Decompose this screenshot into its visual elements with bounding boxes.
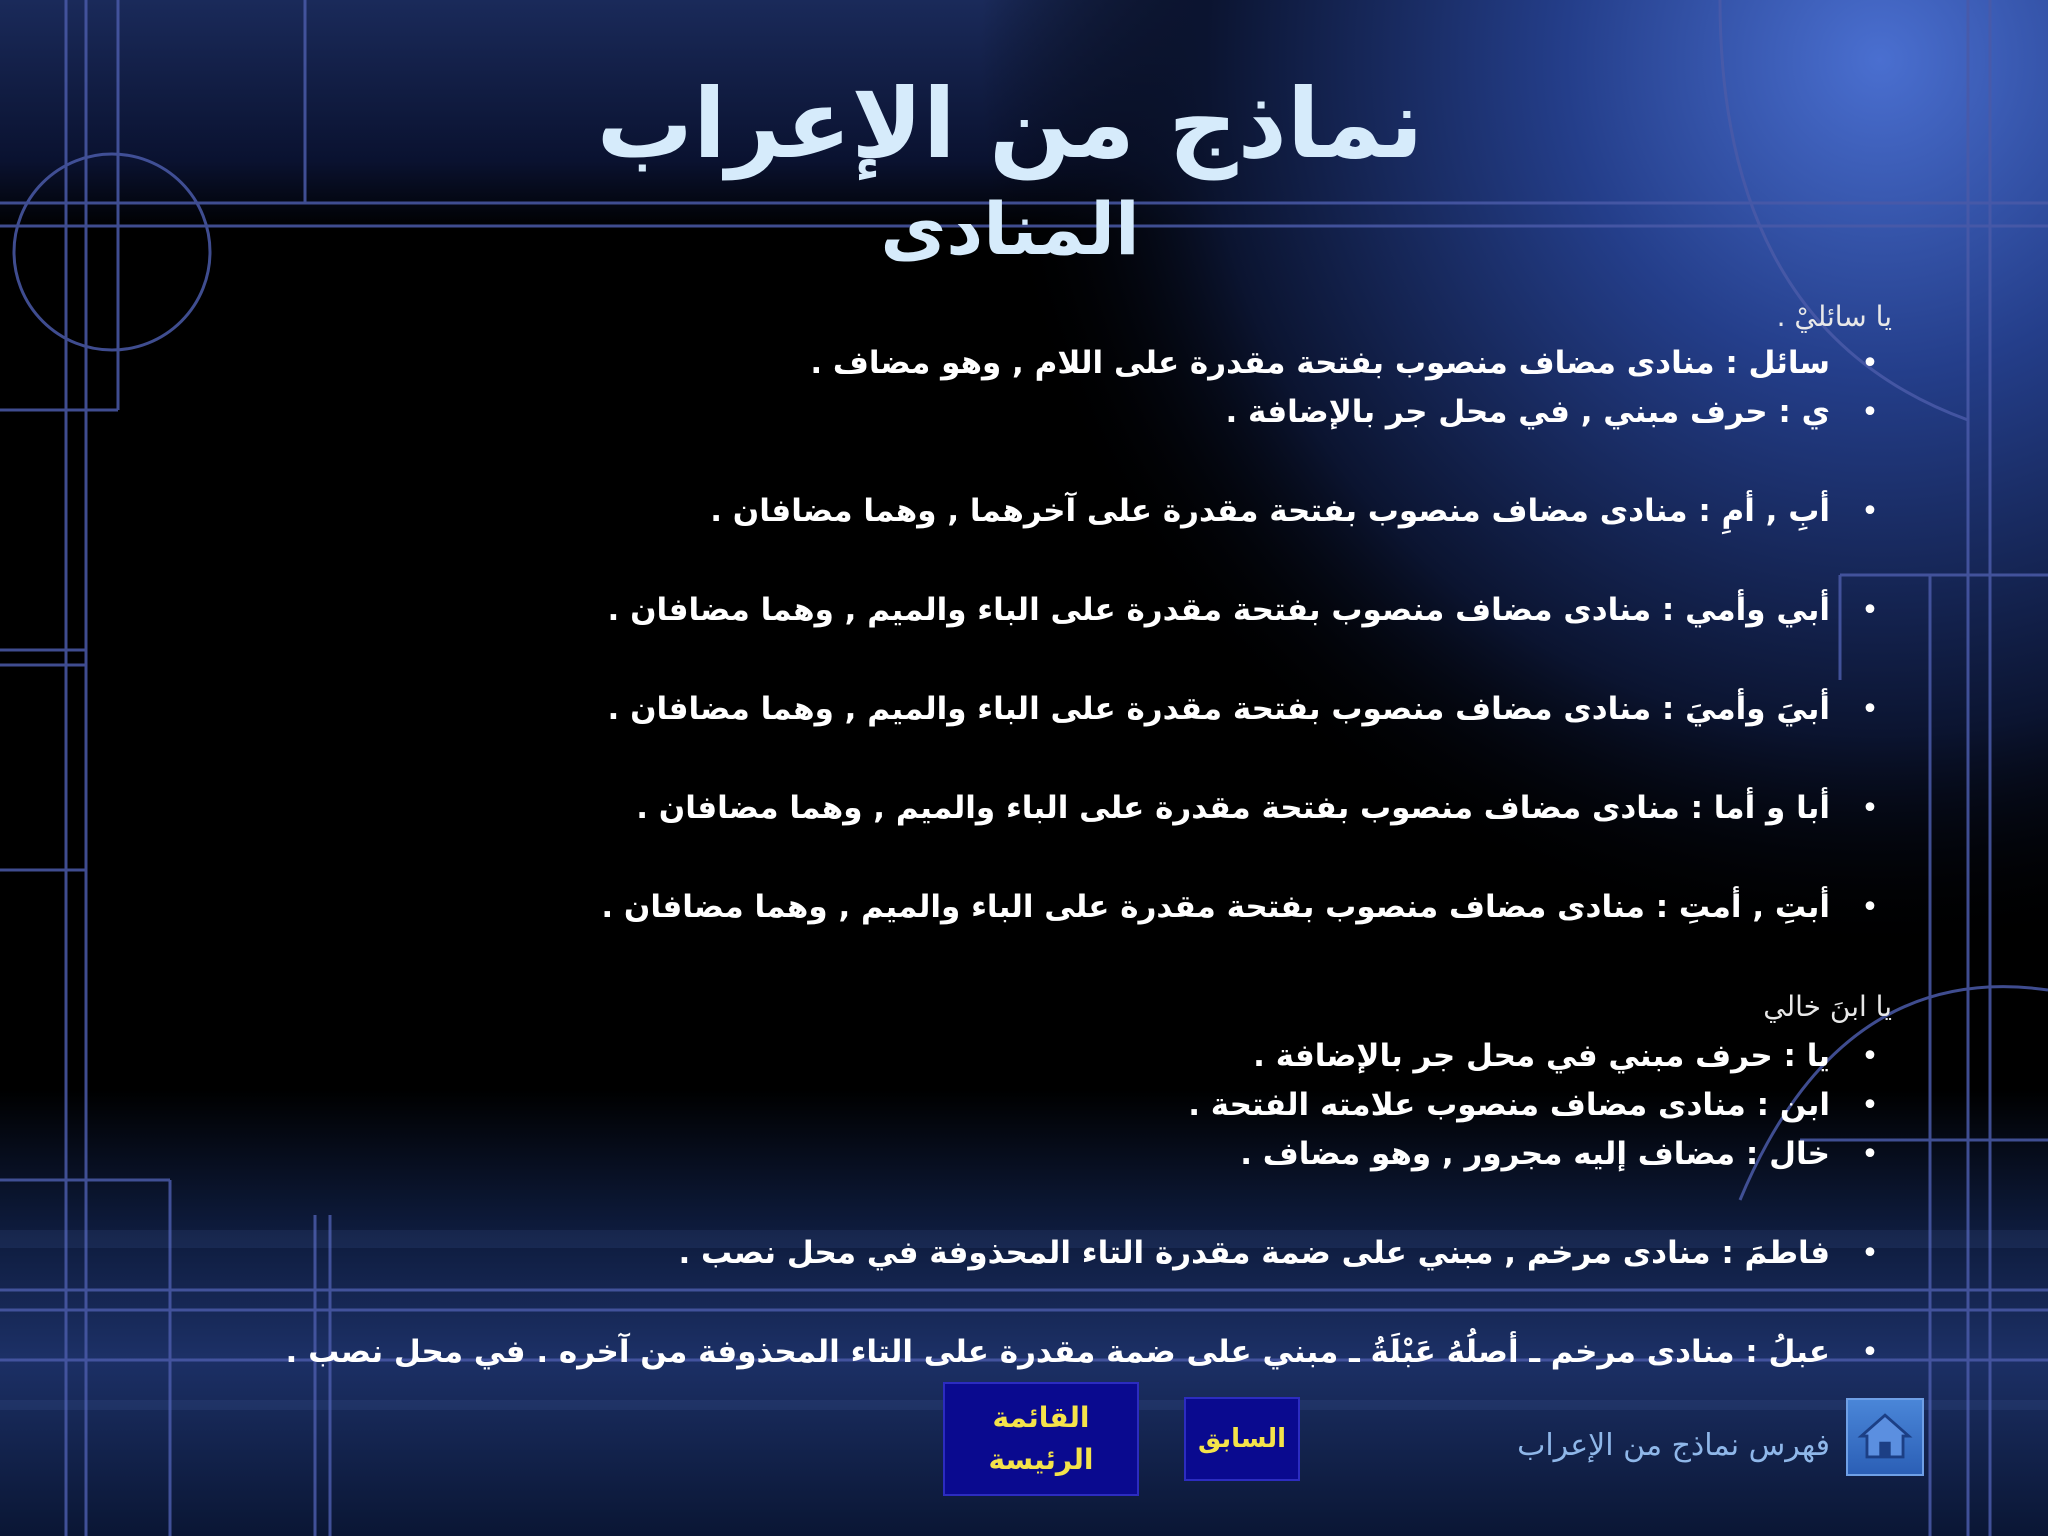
- bullet-icon: •: [1861, 1335, 1879, 1370]
- home-icon: [1848, 1400, 1922, 1474]
- bullet-icon: •: [1861, 1236, 1879, 1271]
- list-item: • خال : مضاف إليه مجرور , وهو مضاف .: [1240, 1136, 1892, 1172]
- list-item: • سائل : منادى مضاف منصوب بفتحة مقدرة على اللام , وهو مضاف .: [810, 345, 1892, 381]
- bullet-icon: •: [1861, 890, 1879, 925]
- slide-title: نماذج من الإعراب: [596, 68, 1424, 180]
- index-link[interactable]: فهرس نماذج من الإعراب: [1517, 1428, 1830, 1463]
- bullet-icon: •: [1861, 593, 1879, 628]
- bullet-icon: •: [1861, 1039, 1879, 1074]
- bullet-icon: •: [1861, 1137, 1879, 1172]
- home-button[interactable]: [1846, 1398, 1924, 1476]
- list-item: • يا : حرف مبني في محل جر بالإضافة .: [1253, 1038, 1892, 1074]
- list-item: • عبلُ : منادى مرخم ـ أصلُهُ عَبْلَةُ ـ مبني على ضمة مقدرة على التاء المحذوفة من آخره . في محل نصب .: [286, 1334, 1892, 1370]
- list-item: • ابن : منادى مضاف منصوب علامته الفتحة .: [1188, 1087, 1892, 1123]
- list-item: • ي : حرف مبني , في محل جر بالإضافة .: [1225, 394, 1892, 430]
- list-item: • أبا و أما : منادى مضاف منصوب بفتحة مقدرة على الباء والميم , وهما مضافان .: [636, 790, 1892, 826]
- bullet-icon: •: [1861, 791, 1879, 826]
- list-item: • أبيَ وأميَ : منادى مضاف منصوب بفتحة مقدرة على الباء والميم , وهما مضافان .: [608, 691, 1892, 727]
- bullet-icon: •: [1861, 346, 1879, 381]
- list-item: • أبتِ , أمتِ : منادى مضاف منصوب بفتحة مقدرة على الباء والميم , وهما مضافان .: [601, 889, 1892, 925]
- previous-button[interactable]: السابق: [1184, 1397, 1300, 1481]
- main-menu-button[interactable]: [943, 1382, 1139, 1496]
- list-item: • فاطمَ : منادى مرخم , مبني على ضمة مقدرة التاء المحذوفة في محل نصب .: [678, 1235, 1892, 1271]
- list-item: • أبِ , أمِ : منادى مضاف منصوب بفتحة مقدرة على آخرهما , وهما مضافان .: [710, 493, 1892, 529]
- list-item: • أبي وأمي : منادى مضاف منصوب بفتحة مقدرة على الباء والميم , وهما مضافان .: [608, 592, 1892, 628]
- main-menu-label: القائمة الرئيسة: [988, 1401, 1094, 1476]
- section2-heading: يا ابنَ خالي: [1763, 990, 1892, 1023]
- bullet-icon: •: [1861, 494, 1879, 529]
- slide-subtitle: المنادى: [880, 187, 1140, 271]
- section1-heading: يا سائليْ .: [1776, 300, 1892, 333]
- bullet-icon: •: [1861, 692, 1879, 727]
- bullet-icon: •: [1861, 1088, 1879, 1123]
- bullet-icon: •: [1861, 395, 1879, 430]
